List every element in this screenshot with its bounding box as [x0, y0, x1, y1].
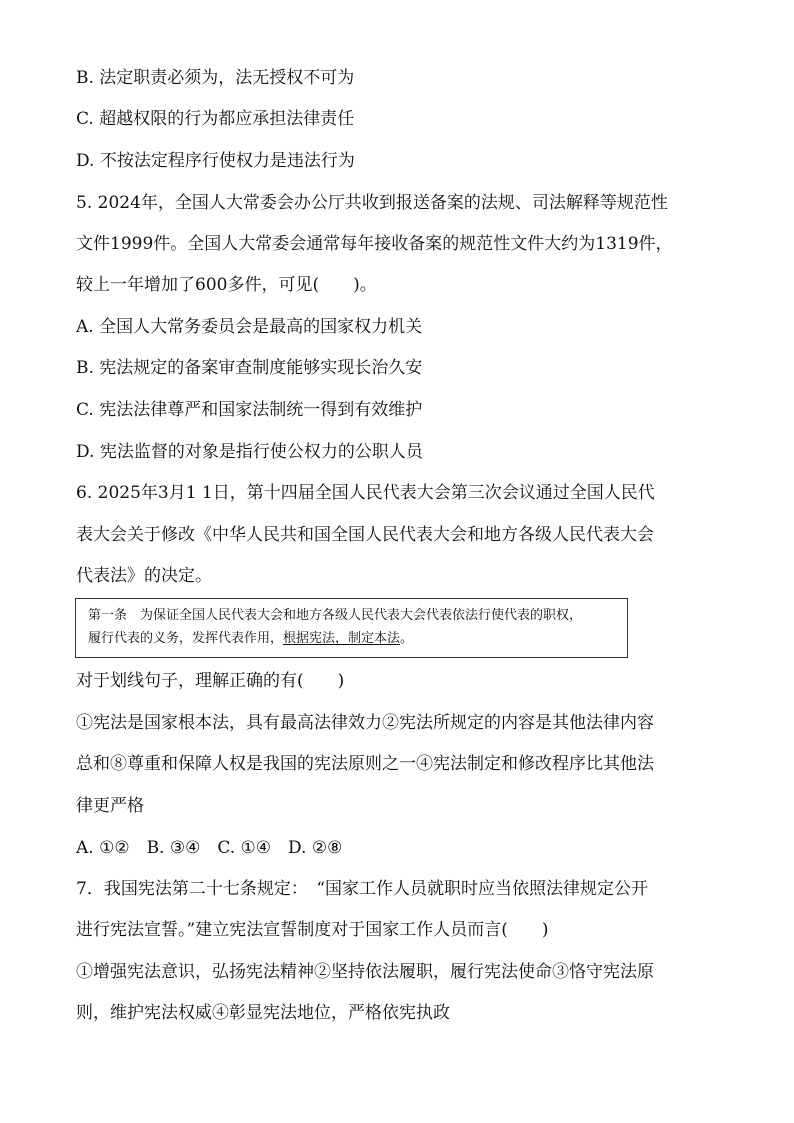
article-line2-end: 。: [400, 631, 414, 646]
option-b-q5: B. 宪法规定的备案审查制度能够实现长治久安: [76, 358, 423, 378]
option-c-q5: C. 宪法法律尊严和国家法制统一得到有效维护: [76, 400, 423, 420]
question-7-line2: 进行宪法宣誓。”建立宪法宣誓制度对于国家工作人员而言( ): [76, 920, 549, 940]
article-line2: [88, 630, 413, 648]
article-line1: 第一条 为保证全国人民代表大会和地方各级人民代表大会代表依法行使代表的职权，: [88, 608, 583, 623]
question-7-statements-line2: 则，维护宪法权威④彰显宪法地位，严格依宪执政: [76, 1003, 450, 1023]
question-7-statements-line1: ①增强宪法意识，弘扬宪法精神②坚持依法履职，履行宪法使命③恪守宪法原: [76, 962, 654, 982]
option-d-q4: D. 不按法定程序行使权力是违法行为: [76, 151, 355, 171]
question-7-line1: 7．我国宪法第二十七条规定： “国家工作人员就职时应当依照法律规定公开: [76, 879, 649, 899]
underlined-sentence: 根据宪法，制定本法: [283, 631, 401, 646]
question-6-line1: 6. 2025年3月1 1日，第十四届全国人民代表大会第三次会议通过全国人民代: [76, 483, 655, 503]
question-6-options: A. ①② B. ③④ C. ①④ D. ②⑧: [76, 838, 343, 858]
question-6-line2: 表大会关于修改《中华人民共和国全国人民代表大会和地方各级人民代表大会: [76, 525, 654, 545]
question-6-statements-line2: 总和⑧尊重和保障人权是我国的宪法原则之一④宪法制定和修改程序比其他法: [76, 754, 654, 774]
question-6-line3: 代表法》的决定。: [76, 566, 212, 586]
question-6-statements-line1: ①宪法是国家根本法，具有最高法律效力②宪法所规定的内容是其他法律内容: [76, 713, 654, 733]
article-line2-text: 履行代表的义务，发挥代表作用，: [88, 631, 284, 646]
option-b-q4: B. 法定职责必须为，法无授权不可为: [76, 68, 355, 88]
question-6-prompt: 对于划线句子，理解正确的有( ): [76, 671, 345, 691]
option-c-q4: C. 超越权限的行为都应承担法律责任: [76, 109, 355, 129]
question-5-line3: 较上一年增加了600多件，可见( )。: [76, 275, 377, 295]
option-d-q5: D. 宪法监督的对象是指行使公权力的公职人员: [76, 442, 423, 462]
question-5-line2: 文件1999件。全国人大常委会通常每年接收备案的规范性文件大约为1319件，: [76, 234, 673, 254]
question-5-line1: 5. 2024年，全国人大常委会办公厅共收到报送备案的法规、司法解释等规范性: [76, 193, 668, 213]
question-6-statements-line3: 律更严格: [76, 796, 144, 816]
option-a-q5: A. 全国人大常务委员会是最高的国家权力机关: [76, 317, 423, 337]
law-article-box: [75, 598, 628, 658]
